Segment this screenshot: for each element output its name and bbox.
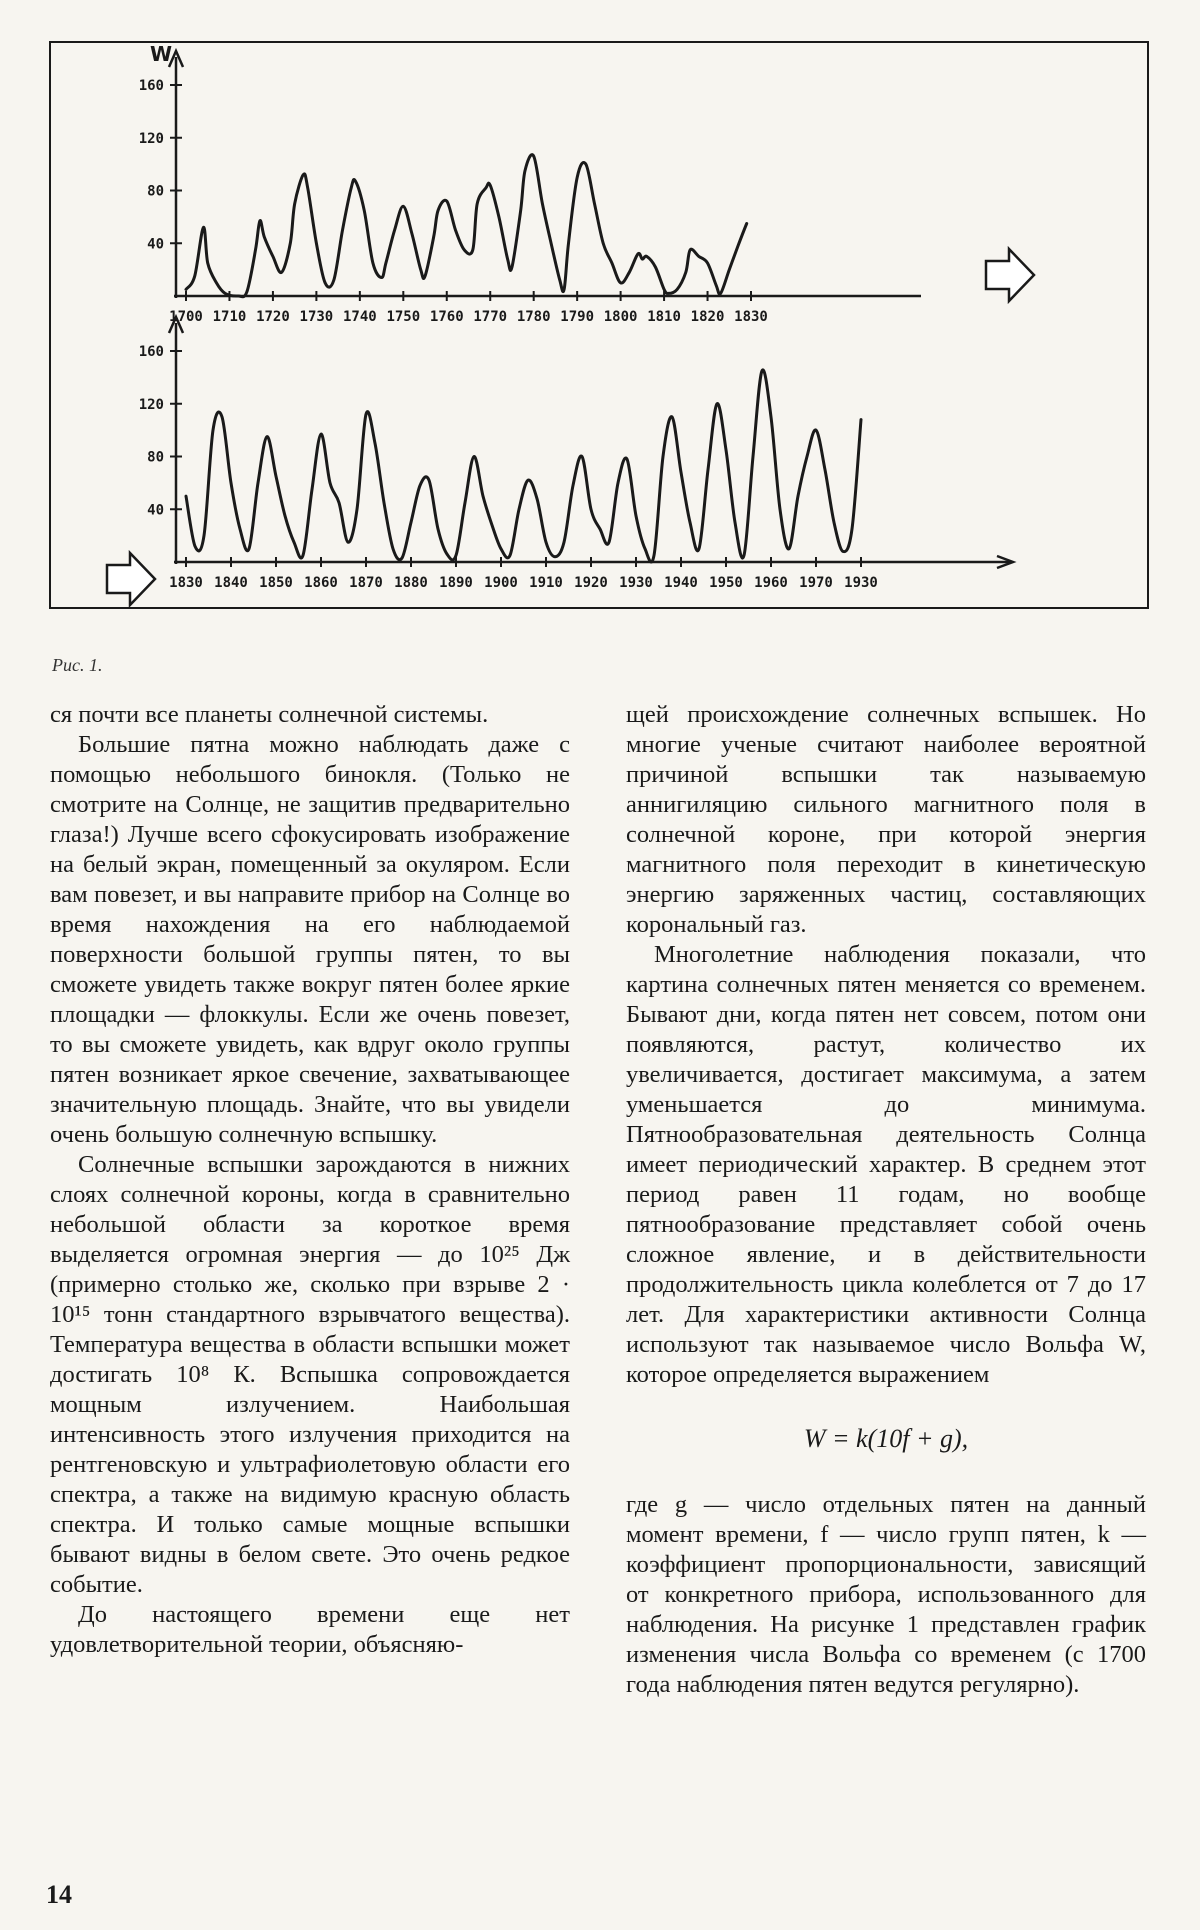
paragraph: где g — число отдельных пятен на данный момент времени, f — число групп пятен, k — коэффициент пропорциональности, зависящий от конкретного прибора, использованного для наблюдения. На рисунке 1 представлен график изменения числа Вольфа со временем (с 1700 года наблюдения пятен ведутся регулярно). <box>626 1491 1146 1698</box>
x-tick-label: 1840 <box>214 575 248 591</box>
paragraph: Солнечные вспышки зарождаются в нижних слоях солнечной короны, когда в сравнительно небольшой области за короткое время выделяется огромная энергия — до 10²⁵ Дж (примерно столько же, сколько при взрыве 2 · 10¹⁵ тонн стандартного взрывчатого вещества). Температура вещества в области вспышки может достигать 10⁸ К. Вспышка сопровождается мощным излучением. Наибольшая интенсивность этого излучения приходится на рентгеновскую и ультрафиолетовую области его спектра, а также на видимую красную область спектра. И только самые мощные вспышки бывают видны в белом свете. Это очень редкое событие. <box>50 1151 570 1598</box>
x-tick-label: 1870 <box>349 575 383 591</box>
paragraph: Многолетние наблюдения показали, что картина солнечных пятен меняется со временем. Бывают дни, когда пятен нет совсем, потом они появляются, растут, количество их увеличивается, достигает максимума, а затем уменьшается до минимума. Пятнообразовательная деятельность Солнца имеет периодический характер. В среднем этот период равен 11 годам, но вообще пятнообразование представляет собой очень сложное явление, и в действительности продолжительность цикла колеблется от 7 до 17 лет. Для характеристики активности Солнца используют так называемое число Вольфа W, которое определяется выражением <box>626 941 1146 1388</box>
x-tick-label: 1930 <box>844 575 878 591</box>
y-tick-label: 40 <box>147 502 164 519</box>
y-axis-label: W <box>150 43 173 66</box>
x-tick-label: 1700 <box>169 309 203 325</box>
left-column <box>50 700 570 1660</box>
paragraph: До настоящего времени еще нет удовлетворительной теории, объясняю- <box>50 1601 570 1658</box>
x-tick-label: 1910 <box>529 575 563 591</box>
x-tick-label: 1720 <box>256 309 290 325</box>
x-tick-label: 1880 <box>394 575 428 591</box>
x-tick-label: 1830 <box>169 575 203 591</box>
x-tick-label: 1930 <box>619 575 653 591</box>
paragraph: ся почти все планеты солнечной системы. <box>50 701 489 728</box>
x-tick-label: 1920 <box>574 575 608 591</box>
x-tick-label: 1710 <box>212 309 247 325</box>
continue-left-arrow-icon <box>107 553 155 605</box>
figure-caption: Рис. 1. <box>52 655 103 675</box>
x-tick-label: 1850 <box>259 575 293 591</box>
y-tick-label: 80 <box>147 449 164 466</box>
x-tick-label: 1900 <box>484 575 518 591</box>
page-number: 14 <box>46 1880 72 1909</box>
y-tick-label: 160 <box>138 78 164 94</box>
paragraph: щей происхождение солнечных вспышек. Но многие ученые считают наиболее вероятной причиной вспышки так называемую аннигиляцию сильного магнитного поля в солнечной короне, при которой энергия магнитного поля переходит в кинетическую энергию заряженных частиц, составляющих корональный газ. <box>626 701 1146 938</box>
x-tick-label: 1830 <box>734 309 768 325</box>
x-tick-label: 1970 <box>799 575 833 591</box>
wolf-number-chart <box>51 43 1147 607</box>
sunspot-figure <box>49 41 1149 609</box>
y-tick-label: 160 <box>138 344 164 360</box>
x-tick-label: 1820 <box>690 309 725 325</box>
y-tick-label: 80 <box>147 183 164 200</box>
x-tick-label: 1780 <box>516 309 551 325</box>
x-tick-label: 1760 <box>429 309 464 325</box>
wolf-formula: W = k(10f + g), <box>803 1424 969 1453</box>
x-tick-label: 1750 <box>386 309 421 325</box>
x-tick-label: 1890 <box>439 575 473 591</box>
series-line-wolf <box>186 155 747 297</box>
x-tick-label: 1740 <box>342 309 377 325</box>
continue-right-arrow-icon <box>986 249 1034 301</box>
y-tick-label: 40 <box>147 236 164 253</box>
x-tick-label: 1730 <box>299 309 334 325</box>
x-tick-label: 1810 <box>647 309 681 325</box>
x-tick-label: 1790 <box>560 309 595 325</box>
series-line-wolf <box>186 370 861 562</box>
x-tick-label: 1950 <box>709 575 743 591</box>
y-tick-label: 120 <box>138 396 164 413</box>
paragraph: Большие пятна можно наблюдать даже с помощью небольшого бинокля. (Только не смотрите на Солнце, не защитив предварительно глаза!) Лучше всего сфокусировать изображение на белый экран, помещенный за окуляром. Если вам повезет, и вы направите прибор на Солнце во время нахождения на его наблюдаемой поверхности большой группы пятен, то вы сможете увидеть также вокруг пятен более яркие площадки — флоккулы. Если же очень повезет, то вы сможете увидеть, как вдруг около группы пятен возникает яркое свечение, захватывающее значительную площадь. Знайте, что вы увидели очень большую солнечную вспышку. <box>50 731 570 1148</box>
x-tick-label: 1770 <box>473 309 508 325</box>
x-tick-label: 1960 <box>754 575 788 591</box>
right-column <box>626 700 1146 1700</box>
x-tick-label: 1800 <box>603 309 638 325</box>
x-tick-label: 1940 <box>664 575 698 591</box>
y-tick-label: 120 <box>138 130 164 147</box>
x-tick-label: 1860 <box>304 575 338 591</box>
